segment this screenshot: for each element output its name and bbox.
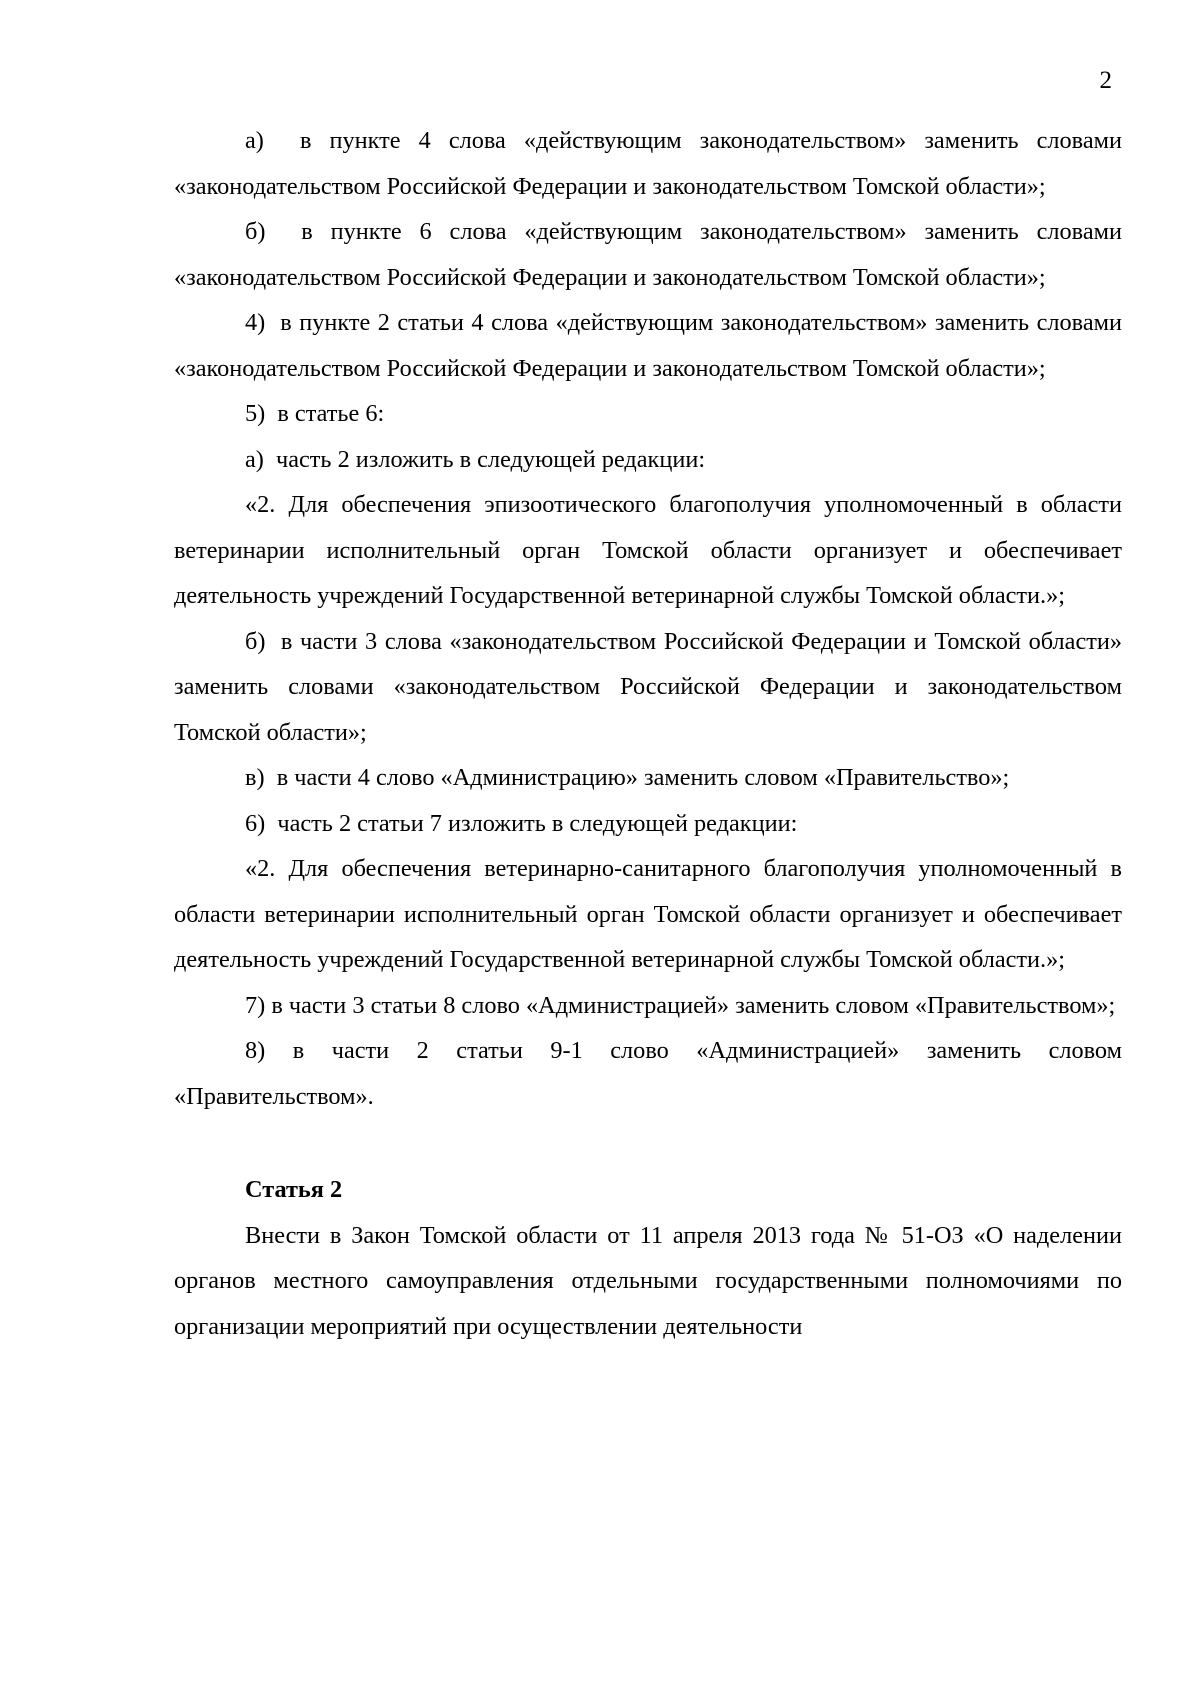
paragraph-8-article9-1: 8) в части 2 статьи 9-1 слово «Администрацией» заменить словом «Правительством». (174, 1037, 1122, 1110)
paragraph-v-part4: в) в части 4 слово «Администрацию» заменить словом «Правительство»; (245, 764, 1010, 791)
paragraph-quote-epizootic: «2. Для обеспечения эпизоотического благополучия уполномоченный в области ветеринарии исполнительный орган Томской области организует и обеспечивает деятельность учреждений Государственной ветеринарной службы Томской области.»; (174, 491, 1122, 609)
paragraph-7-article8: 7) в части 3 статьи 8 слово «Администрацией» заменить словом «Правительством»; (245, 991, 1116, 1019)
document-body (174, 118, 1122, 1349)
page-number: 2 (1099, 67, 1112, 94)
paragraph-b-item6: б) в пункте 6 слова «действующим законодательством» заменить словами «законодательством Российской Федерации и законодательством Томской области»; (174, 218, 1122, 291)
paragraph-5-article6: 5) в статье 6: (245, 400, 385, 427)
paragraph-4-article4: 4) в пункте 2 статьи 4 слова «действующим законодательством» заменить словами «законодательством Российской Федерации и законодательством Томской области»; (174, 309, 1122, 382)
article-2-text: Внести в Закон Томской области от 11 апреля 2013 года № 51-ОЗ «О наделении органов местного самоуправления отдельными государственными полномочиями по организации мероприятий при осуществлении деятельности (174, 1221, 1122, 1340)
paragraph-quote-vet-sanitary: «2. Для обеспечения ветеринарно-санитарного благополучия уполномоченный в области ветеринарии исполнительный орган Томской области организует и обеспечивает деятельность учреждений Государственной ветеринарной службы Томской области.»; (174, 855, 1122, 973)
article-2-heading: Статья 2 (245, 1176, 343, 1203)
paragraph-6-article7: 6) часть 2 статьи 7 изложить в следующей редакции: (245, 809, 798, 837)
paragraph-b-part3: б) в части 3 слова «законодательством Российской Федерации и Томской области» заменить словами «законодательством Российской Федерации и законодательством Томской области»; (174, 627, 1122, 746)
paragraph-a-part2: а) часть 2 изложить в следующей редакции: (245, 445, 706, 473)
paragraph-a-item4: а) в пункте 4 слова «действующим законодательством» заменить словами «законодательством Российской Федерации и законодательством Томской области»; (174, 127, 1122, 200)
